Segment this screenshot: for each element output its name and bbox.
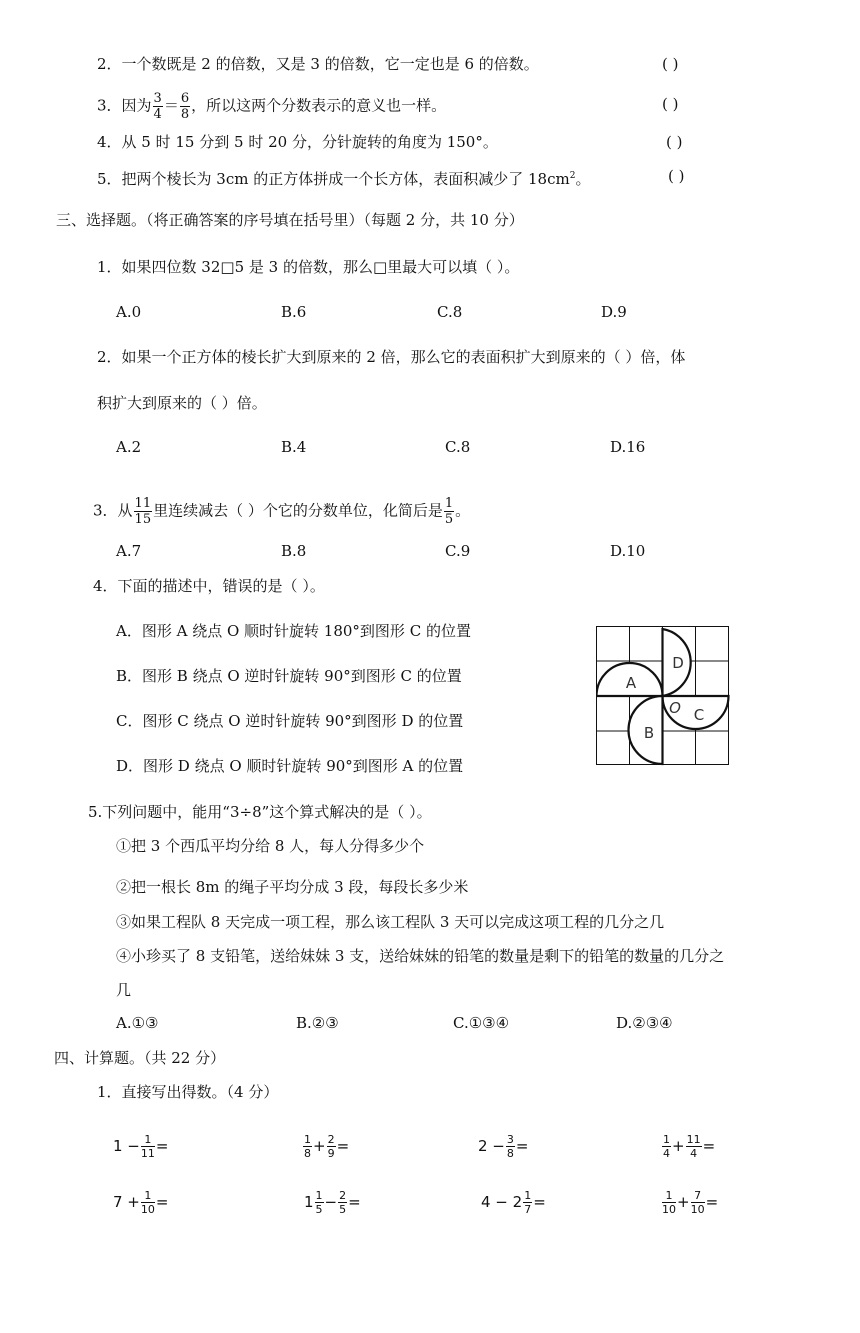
- calc-op: =: [155, 1137, 169, 1155]
- fraction: [444, 497, 454, 526]
- denominator: 7: [524, 1203, 532, 1216]
- denominator: 11: [140, 1147, 155, 1160]
- calc-item: [302, 1134, 349, 1159]
- denominator: 8: [506, 1147, 514, 1160]
- numerator: 3: [506, 1133, 514, 1146]
- fraction: [303, 1134, 312, 1159]
- calc-lead: 4 − 2: [481, 1193, 523, 1211]
- mc-q5-option-b[interactable]: B.②③: [296, 1014, 339, 1032]
- denominator: 5: [444, 512, 454, 527]
- numerator: 3: [153, 91, 162, 106]
- tf-q3-suffix: ，所以这两个分数表示的意义也一样。: [191, 96, 447, 115]
- numerator: 2: [339, 1189, 347, 1202]
- fraction: [327, 1134, 336, 1159]
- numerator: 1: [662, 1190, 676, 1203]
- label-d: D: [672, 654, 684, 672]
- calc-op: −: [324, 1193, 338, 1211]
- fraction: [141, 1190, 155, 1215]
- numerator: 11: [134, 496, 152, 511]
- mc-question-3: [93, 497, 470, 526]
- calc-lead: 1 −: [113, 1137, 140, 1155]
- tf-q5-suffix: 。: [575, 170, 591, 188]
- mc-q5-item-1: ①把 3 个西瓜平均分给 8 人，每人分得多少个: [116, 837, 425, 855]
- section-3-title: 三、选择题。（将正确答案的序号填在括号里）（每题 2 分，共 10 分）: [56, 211, 524, 229]
- equals-sign: =: [702, 1137, 716, 1155]
- equals-sign: =: [348, 1193, 361, 1211]
- fraction: [153, 92, 163, 121]
- numerator: 1: [304, 1133, 311, 1146]
- denominator: 4: [690, 1147, 698, 1160]
- fraction: [141, 1134, 155, 1159]
- calc-item: [481, 1190, 546, 1215]
- mc-q5-item-2: ②把一根长 8m 的绳子平均分成 3 段，每段长多少米: [116, 878, 469, 896]
- denominator: 10: [690, 1203, 705, 1216]
- mc-q3-option-a[interactable]: A.7: [116, 542, 142, 560]
- equals-sign: =: [336, 1137, 350, 1155]
- numerator: 1: [315, 1189, 323, 1202]
- denominator: 4: [663, 1147, 670, 1160]
- label-o: O: [669, 699, 681, 717]
- mc-q5-option-d[interactable]: D.②③④: [616, 1014, 673, 1032]
- mc-q3-prefix: 3．从: [93, 501, 133, 520]
- tf-answer-blank-4[interactable]: ( ): [666, 133, 683, 151]
- calc-item: [661, 1134, 715, 1159]
- calc-op: +: [677, 1193, 690, 1211]
- calc-op: +: [313, 1137, 326, 1155]
- equals-sign: =: [705, 1193, 719, 1211]
- denominator: 15: [134, 512, 152, 527]
- fraction: [523, 1190, 532, 1215]
- calc-lead: 1: [304, 1193, 314, 1211]
- mc-q4-option-c[interactable]: C．图形 C 绕点 O 逆时针旋转 90°到图形 D 的位置: [116, 712, 464, 730]
- equals-sign: ＝: [163, 96, 179, 115]
- mc-q5-item-4: ④小珍买了 8 支铅笔，送给妹妹 3 支，送给妹妹的铅笔的数量是剩下的铅笔的数量的几分之: [116, 947, 725, 965]
- numerator: 2: [327, 1133, 335, 1146]
- mc-q3-option-b[interactable]: B.8: [281, 542, 307, 560]
- denominator: 8: [180, 107, 190, 122]
- denominator: 5: [315, 1203, 323, 1216]
- mc-question-4: 4．下面的描述中，错误的是（ ）。: [93, 577, 325, 595]
- tf-question-5: [97, 166, 590, 189]
- mc-q3-option-c[interactable]: C.9: [445, 542, 471, 560]
- tf-q5-prefix: 5．把两个棱长为 3cm 的正方体拼成一个长方体，表面积减少了 18cm: [97, 170, 570, 188]
- fraction: [315, 1190, 324, 1215]
- tf-answer-blank-3[interactable]: ( ): [662, 95, 679, 113]
- mc-q5-item-4-cont: 几: [116, 981, 132, 999]
- mc-q3-middle: 里连续减去（ ）个它的分数单位，化简后是: [153, 501, 443, 520]
- label-c: C: [693, 706, 705, 724]
- mc-q5-option-a[interactable]: A.①③: [116, 1014, 159, 1032]
- numerator: 1: [663, 1133, 670, 1146]
- calc-item: [661, 1190, 718, 1215]
- mc-question-1: 1．如果四位数 32□5 是 3 的倍数，那么□里最大可以填（ ）。: [97, 258, 520, 276]
- label-a: A: [625, 674, 637, 692]
- mc-q2-option-a[interactable]: A.2: [116, 438, 142, 456]
- mc-q5-option-c[interactable]: C.①③④: [453, 1014, 510, 1032]
- numerator: 1: [444, 496, 454, 511]
- denominator: 10: [140, 1203, 155, 1216]
- numerator: 11: [686, 1133, 701, 1146]
- fraction: [180, 92, 190, 121]
- fraction: [338, 1190, 347, 1215]
- mc-q3-option-d[interactable]: D.10: [610, 542, 646, 560]
- fraction: [662, 1134, 671, 1159]
- calc-item: [113, 1190, 168, 1215]
- tf-answer-blank-5[interactable]: ( ): [668, 167, 685, 185]
- tf-question-3: [97, 92, 446, 121]
- numerator: 1: [141, 1190, 155, 1203]
- calc-question-1: 1．直接写出得数。（4 分）: [97, 1083, 279, 1101]
- calc-op: =: [533, 1193, 546, 1211]
- mc-question-2-line1: 2．如果一个正方体的棱长扩大到原来的 2 倍，那么它的表面积扩大到原来的（ ）倍，体: [97, 348, 686, 366]
- mc-q1-option-c[interactable]: C.8: [437, 303, 463, 321]
- calc-lead: 7 +: [113, 1193, 140, 1211]
- calc-op: =: [515, 1137, 529, 1155]
- mc-q2-option-c[interactable]: C.8: [445, 438, 471, 456]
- superscript: 2: [569, 171, 576, 181]
- mc-question-5: 5.下列问题中，能用“3÷8”这个算式解决的是（ ）。: [88, 803, 432, 821]
- mc-q1-option-d[interactable]: D.9: [601, 303, 627, 321]
- calc-item: [478, 1134, 528, 1159]
- mc-q5-item-3: ③如果工程队 8 天完成一项工程，那么该工程队 3 天可以完成这项工程的几分之几: [116, 913, 665, 931]
- mc-q3-suffix: 。: [455, 501, 471, 520]
- mc-question-2-line2: 积扩大到原来的（ ）倍。: [97, 394, 267, 412]
- calc-lead: 2 −: [478, 1137, 505, 1155]
- denominator: 9: [327, 1147, 335, 1160]
- tf-answer-blank-2[interactable]: ( ): [662, 55, 679, 73]
- section-4-title: 四、计算题。（共 22 分）: [54, 1049, 226, 1067]
- calc-op: +: [672, 1137, 685, 1155]
- numerator: 1: [524, 1189, 532, 1202]
- tf-q3-prefix: 3．因为: [97, 96, 152, 115]
- calc-item: [304, 1190, 361, 1215]
- mc-q4-option-b[interactable]: B．图形 B 绕点 O 逆时针旋转 90°到图形 C 的位置: [116, 667, 462, 685]
- fraction: [662, 1190, 676, 1215]
- fraction: [506, 1134, 515, 1159]
- label-b: B: [643, 724, 655, 742]
- mc-q1-option-b[interactable]: B.6: [281, 303, 307, 321]
- rotation-grid-figure: [596, 626, 730, 766]
- mc-q4-option-a[interactable]: A．图形 A 绕点 O 顺时针旋转 180°到图形 C 的位置: [116, 622, 471, 640]
- denominator: 5: [339, 1203, 347, 1216]
- tf-question-2: 2．一个数既是 2 的倍数，又是 3 的倍数，它一定也是 6 的倍数。: [97, 55, 539, 73]
- semicircle-shapes: [597, 629, 729, 764]
- mc-q1-option-a[interactable]: A.0: [116, 303, 142, 321]
- mc-q2-option-b[interactable]: B.4: [281, 438, 307, 456]
- calc-item: [113, 1134, 168, 1159]
- denominator: 8: [304, 1147, 311, 1160]
- calc-op: =: [155, 1193, 169, 1211]
- numerator: 7: [691, 1190, 705, 1203]
- mc-q4-option-d[interactable]: D．图形 D 绕点 O 顺时针旋转 90°到图形 A 的位置: [116, 757, 464, 775]
- denominator: 4: [153, 107, 162, 122]
- tf-question-4: 4．从 5 时 15 分到 5 时 20 分，分针旋转的角度为 150°。: [97, 133, 498, 151]
- numerator: 1: [141, 1134, 155, 1147]
- fraction: [134, 497, 153, 526]
- fraction: [686, 1134, 702, 1159]
- mc-q2-option-d[interactable]: D.16: [610, 438, 646, 456]
- denominator: 10: [662, 1203, 676, 1216]
- fraction: [691, 1190, 705, 1215]
- numerator: 6: [180, 91, 190, 106]
